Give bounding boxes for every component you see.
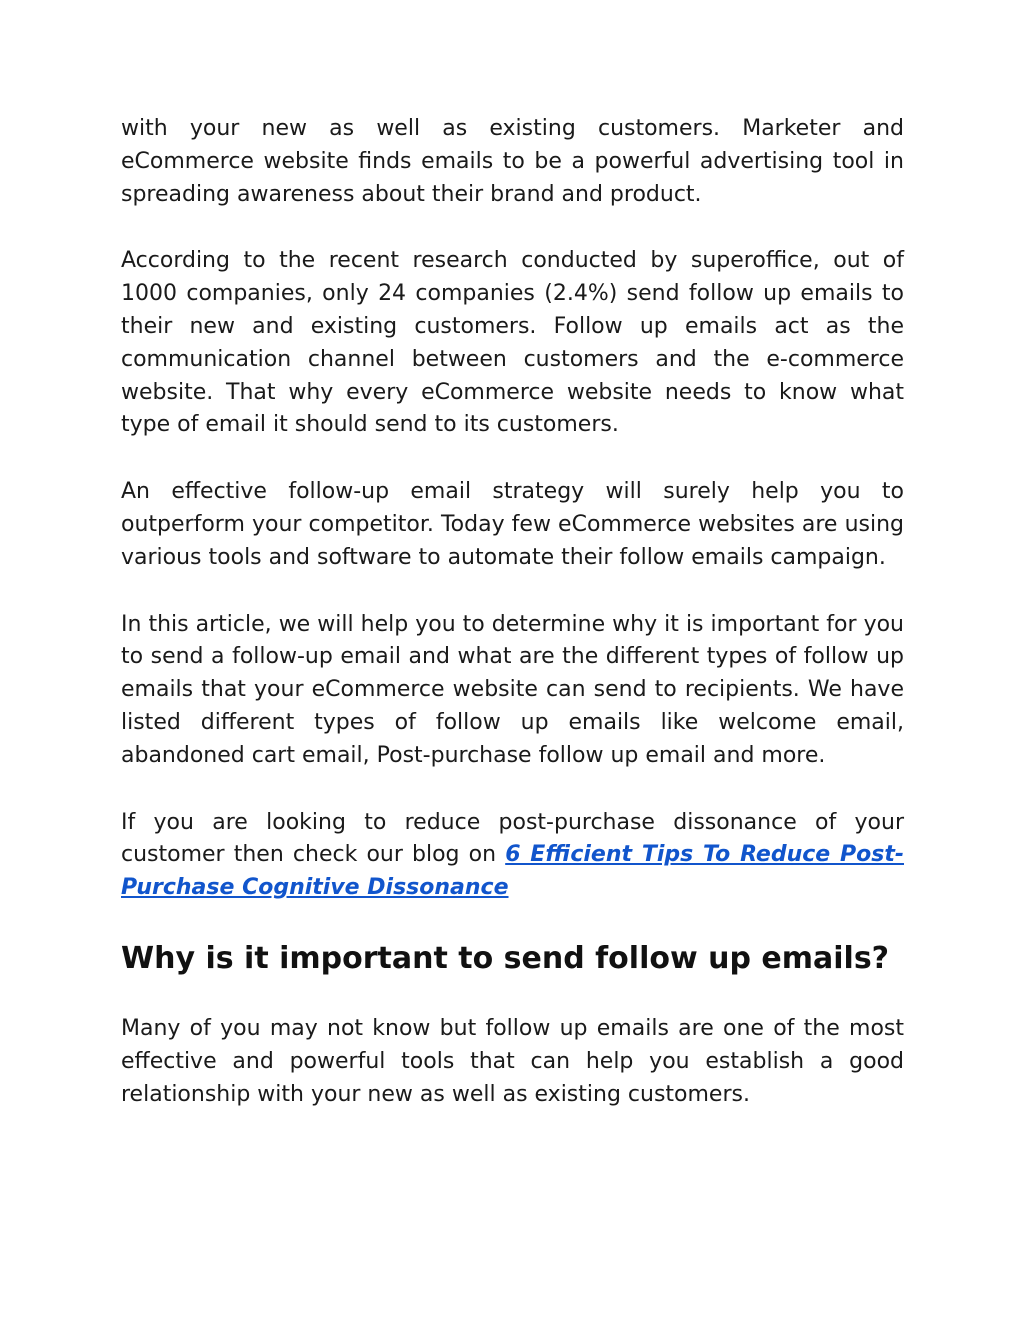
paragraph-blog-reference [121,807,904,905]
paragraph-strategy: An effective follow-up email strategy will surely help you to outperform your competitor. Today few eCommerce websites are using various tools and software to automate their follow emails campaign. [121,479,904,570]
blog-link[interactable]: 6 Efficient Tips To Reduce Post-Purchase Cognitive Dissonance [121,842,904,901]
section-heading: Why is it important to send follow up emails? [121,940,890,976]
paragraph-intro: with your new as well as existing customers. Marketer and eCommerce website finds emails to be a powerful advertising tool in spreading awareness about their brand and product. [121,116,904,207]
paragraph-article-overview: In this article, we will help you to determine why it is important for you to send a follow-up email and what are the different types of follow up emails that your eCommerce website can send to recipients. We have listed different types of follow up emails like welcome email, abandoned cart email, Post-purchase follow up email and more. [121,611,904,768]
paragraph-research: According to the recent research conducted by superoffice, out of 1000 companies, only 24 companies (2.4%) send follow up emails to their new and existing customers. Follow up emails act as the communication channel between customers and the e-commerce website. That why every eCommerce website needs to know what type of email it should send to its customers. [121,248,904,438]
blog-reference-text: If you are looking to reduce post-purchase dissonance of your customer then check our blog on [121,809,904,868]
paragraph-importance: Many of you may not know but follow up emails are one of the most effective and powerful tools that can help you establish a good relationship with your new as well as existing customers. [121,1015,904,1107]
document-page [121,113,904,1111]
